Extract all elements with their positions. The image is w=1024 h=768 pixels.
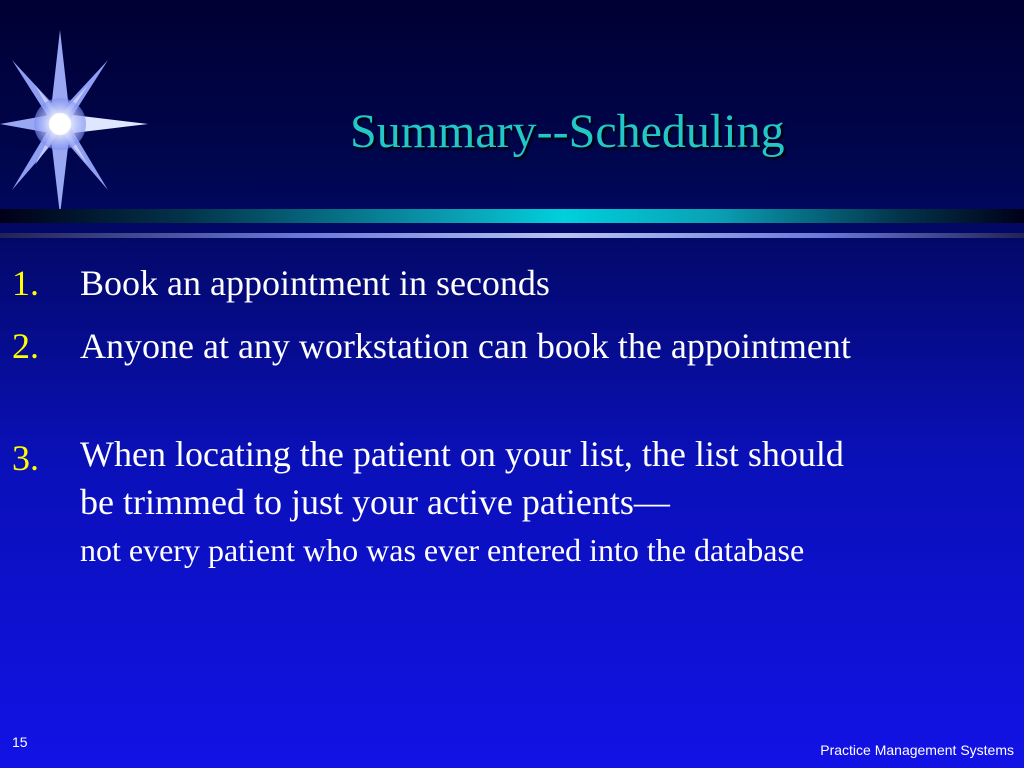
slide-number: 15 — [12, 734, 28, 750]
list-number: 3. — [12, 438, 39, 478]
list-text: Book an appointment in seconds — [80, 263, 550, 303]
list-text-line: When locating the patient on your list, the list should — [80, 434, 844, 474]
list-text-line: be trimmed to just your active patients— — [80, 482, 670, 522]
footer-text: Practice Management Systems — [820, 742, 1014, 758]
slide-title: Summary--Scheduling — [350, 105, 785, 158]
list-number: 2. — [12, 326, 39, 366]
list-text: Anyone at any workstation can book the appointment — [80, 326, 851, 366]
title-divider — [0, 209, 1024, 223]
starburst-icon — [0, 30, 150, 215]
list-text — [80, 430, 1010, 574]
list-number: 1. — [12, 263, 39, 303]
title-divider-thin — [0, 233, 1024, 238]
list-text-line: not every patient who was ever entered into the database — [80, 532, 805, 568]
